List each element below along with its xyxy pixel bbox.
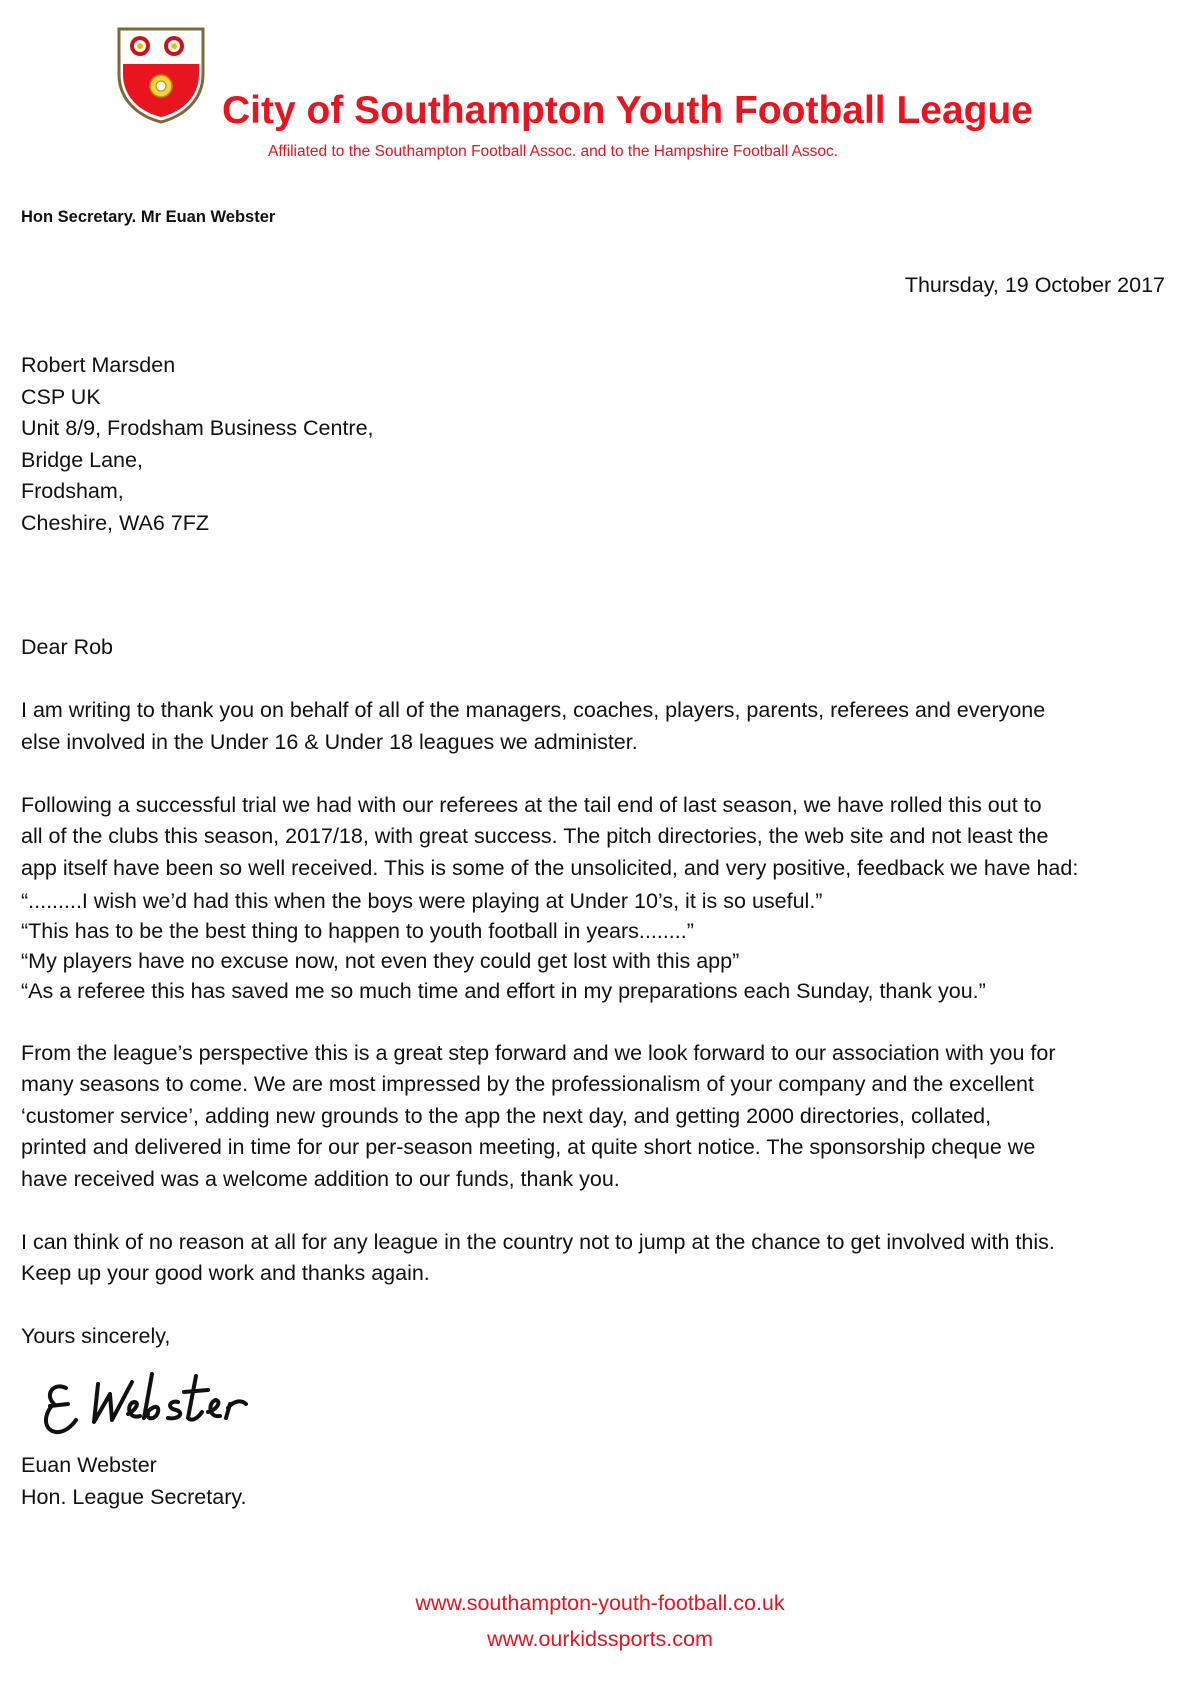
letter-body bbox=[21, 632, 1171, 1353]
paragraph-line: I am writing to thank you on behalf of all of the managers, coaches, players, parents, referees and everyone bbox=[21, 698, 1046, 722]
feedback-quotes bbox=[21, 886, 1171, 1006]
signoff-name: Euan Webster bbox=[21, 1453, 157, 1477]
paragraph-thanks bbox=[21, 695, 1171, 758]
recipient-address bbox=[21, 350, 374, 539]
footer-website-link[interactable]: www.ourkidssports.com bbox=[487, 1627, 713, 1651]
league-crest-icon bbox=[116, 26, 206, 124]
footer bbox=[0, 1585, 1200, 1657]
paragraph-perspective bbox=[21, 1038, 1171, 1196]
footer-website-link[interactable]: www.southampton-youth-football.co.uk bbox=[415, 1591, 785, 1615]
paragraph-line: I can think of no reason at all for any league in the country not to jump at the chance to get involved with this. bbox=[21, 1229, 1055, 1254]
feedback-quote: “As a referee this has saved me so much time and effort in my preparations each Sunday, thank you.” bbox=[21, 979, 986, 1003]
rose-center-icon bbox=[150, 75, 172, 97]
letter-date: Thursday, 19 October 2017 bbox=[904, 273, 1165, 297]
paragraph-line: many seasons to come. We are most impressed by the professionalism of your company and the excellent bbox=[21, 1072, 1034, 1096]
address-line: Bridge Lane, bbox=[21, 447, 143, 472]
paragraph-trial bbox=[21, 790, 1171, 885]
paragraph-line: ‘customer service’, adding new grounds to the app the next day, and getting 2000 directories, collated, bbox=[21, 1103, 992, 1128]
paragraph-line: Following a successful trial we had with our referees at the tail end of last season, we have rolled this out to bbox=[21, 792, 1042, 817]
affiliation-line: Affiliated to the Southampton Football Assoc. and to the Hampshire Football Assoc. bbox=[268, 143, 839, 160]
secretary-line: Hon Secretary. Mr Euan Webster bbox=[21, 208, 276, 226]
paragraph-line: Keep up your good work and thanks again. bbox=[21, 1261, 430, 1285]
paragraph-line: else involved in the Under 16 & Under 18 leagues we administer. bbox=[21, 729, 638, 754]
feedback-quote: “This has to be the best thing to happen to youth football in years........” bbox=[21, 919, 694, 943]
address-line: Frodsham, bbox=[21, 479, 124, 503]
paragraph-line: From the league’s perspective this is a great step forward and we look forward to our association with you for bbox=[21, 1040, 1056, 1065]
paragraph-line: all of the clubs this season, 2017/18, with great success. The pitch directories, the web site and not least the bbox=[21, 824, 1049, 848]
closing-phrase: Yours sincerely, bbox=[21, 1324, 171, 1348]
signoff-block bbox=[21, 1450, 247, 1513]
address-line: Unit 8/9, Frodsham Business Centre, bbox=[21, 416, 374, 440]
address-line: Robert Marsden bbox=[21, 353, 176, 377]
paragraph-closing bbox=[21, 1227, 1171, 1290]
address-line: CSP UK bbox=[21, 384, 101, 409]
rose-left-icon bbox=[130, 36, 150, 56]
signoff-title: Hon. League Secretary. bbox=[21, 1484, 247, 1509]
signature-image bbox=[36, 1360, 296, 1450]
feedback-quote: “.........I wish we’d had this when the boys were playing at Under 10’s, it is so useful.” bbox=[21, 889, 823, 913]
paragraph-line: printed and delivered in time for our per-season meeting, at quite short notice. The sponsorship cheque we bbox=[21, 1135, 1036, 1159]
org-name: City of Southampton Youth Football League bbox=[222, 89, 1034, 132]
paragraph-line: have received was a welcome addition to our funds, thank you. bbox=[21, 1166, 620, 1191]
feedback-quote: “My players have no excuse now, not even they could get lost with this app” bbox=[21, 949, 740, 973]
rose-right-icon bbox=[164, 36, 184, 56]
paragraph-line: app itself have been so well received. This is some of the unsolicited, and very positive, feedback we have had: bbox=[21, 855, 1079, 880]
address-line: Cheshire, WA6 7FZ bbox=[21, 510, 209, 535]
salutation: Dear Rob bbox=[21, 635, 114, 659]
